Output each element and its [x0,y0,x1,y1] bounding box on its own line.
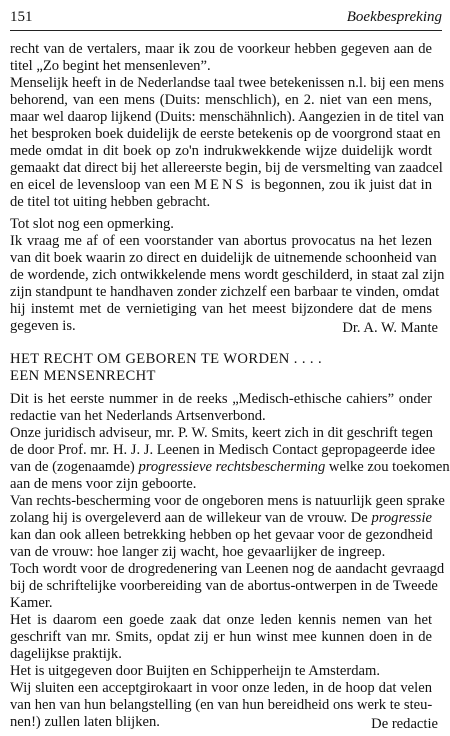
body-line: behorend, van een mens (Duits: menschlich), en 2. niet van een mens, [10,92,432,108]
text-run: zolang hij is overgeleverd aan de willekeur van de vrouw. De [10,510,372,526]
body-line: hij instemt met de vernietiging van het meest bijzondere dat de mens [10,301,432,317]
body-line: de wordende, zich ontwikkelende mens wordt geschilderd, in staat zal zijn [10,267,445,283]
body-line: redactie van het Nederlands Artsenverbond. [10,408,266,424]
text-run: welke zou toekomen [325,459,450,475]
italic-word: progressie [371,510,432,526]
body-line [10,459,450,476]
body-line: Kamer. [10,595,53,611]
body-line: kan dan ook alleen betrekking hebben op het gevaar voor de gezondheid [10,527,433,543]
body-line: Onze juridisch adviseur, mr. P. W. Smits, keert zich in dit geschrift tegen [10,425,433,441]
text-run: van de (zogenaamde) [10,459,139,475]
body-line: de titel tot uiting hebben gebracht. [10,194,211,210]
text-run: en eicel de levensloop van een [10,177,195,193]
body-line [10,177,432,194]
emphasized-word: MENS [194,177,247,193]
body-line: recht van de vertalers, maar ik zou de voorkeur hebben gegeven aan de [10,41,432,57]
body-line: van de vrouw: hoe langer zij wacht, hoe gevaarlijker de ingreep. [10,544,386,560]
text-run: is begonnen, zou ik juist dat in [246,177,432,193]
body-line [10,510,432,527]
body-line: maar wel daarop lijkend (Duits: menschähnlich). Aangezien in de titel van [10,109,445,125]
body-line: het besproken boek duidelijk de eerste betekenis op de voorgrond staat en [10,126,441,142]
body-line: van hen van hun belangstelling (en van hun bereidheid ons werk te steu- [10,697,433,713]
body-line: nen!) zullen laten blijken. [10,714,160,730]
page-header [10,6,442,31]
body-line: van dit boek waarin zo direct en duidelijk de uitnemende schoonheid van [10,250,437,266]
body-line: Tot slot nog een opmerking. [10,216,174,232]
body-line: titel „Zo begint het mensenleven”. [10,58,211,74]
body-line: Menselijk heeft in de Nederlandse taal twee betekenissen n.l. bij een mens [10,75,445,91]
italic-phrase: progressieve rechtsbescherming [138,459,326,475]
body-line: gegeven is. [10,318,76,334]
body-line: Dit is het eerste nummer in de reeks „Medisch-ethische cahiers” onder [10,391,432,407]
article-title: HET RECHT OM GEBOREN TE WORDEN . . . . [10,351,323,367]
running-title: Boekbespreking [346,9,442,25]
body-line: de door Prof. mr. H. J. J. Leenen in Medisch Contact gepropageerde idee [10,442,436,458]
body-line: Het is daarom een goede zaak dat onze leden kennis nemen van het [10,612,432,628]
body-line: aan de mens voor zijn geboorte. [10,476,197,492]
body-line: gemaakt dat direct bij het allereerste begin, bij de versmelting van zaadcel [10,160,443,176]
body-line: geschrift van mr. Smits, opdat zij er hun winst mee kunnen doen in de [10,629,432,645]
body-line: zijn standpunt te handhaven zonder zichzelf een barbaar te vinden, omdat [10,284,440,300]
review-signature: Dr. A. W. Mante [342,320,438,336]
body-line: Toch wordt voor de drogredenering van Leenen nog de aandacht gevraagd [10,561,445,577]
page-number: 151 [10,9,33,25]
body-line: bij de schriftelijke voorbereiding van de abortus-ontwerpen in de Tweede [10,578,438,594]
body-line: Ik vraag me af of een voorstander van abortus provocatus na het lezen [10,233,432,249]
body-line: mede omdat in dit boek op zo'n indrukwekkende wijze duidelijk wordt [10,143,432,159]
article-subtitle: EEN MENSENRECHT [10,368,156,384]
body-line: Wij sluiten een acceptgirokaart in voor onze leden, in de hoop dat velen [10,680,432,696]
article-signature: De redactie [371,716,438,732]
body-line: Het is uitgegeven door Buijten en Schipperheijn te Amsterdam. [10,663,381,679]
body-line: dagelijkse praktijk. [10,646,122,662]
body-line: Van rechts-bescherming voor de ongeboren mens is natuurlijk geen sprake [10,493,445,509]
